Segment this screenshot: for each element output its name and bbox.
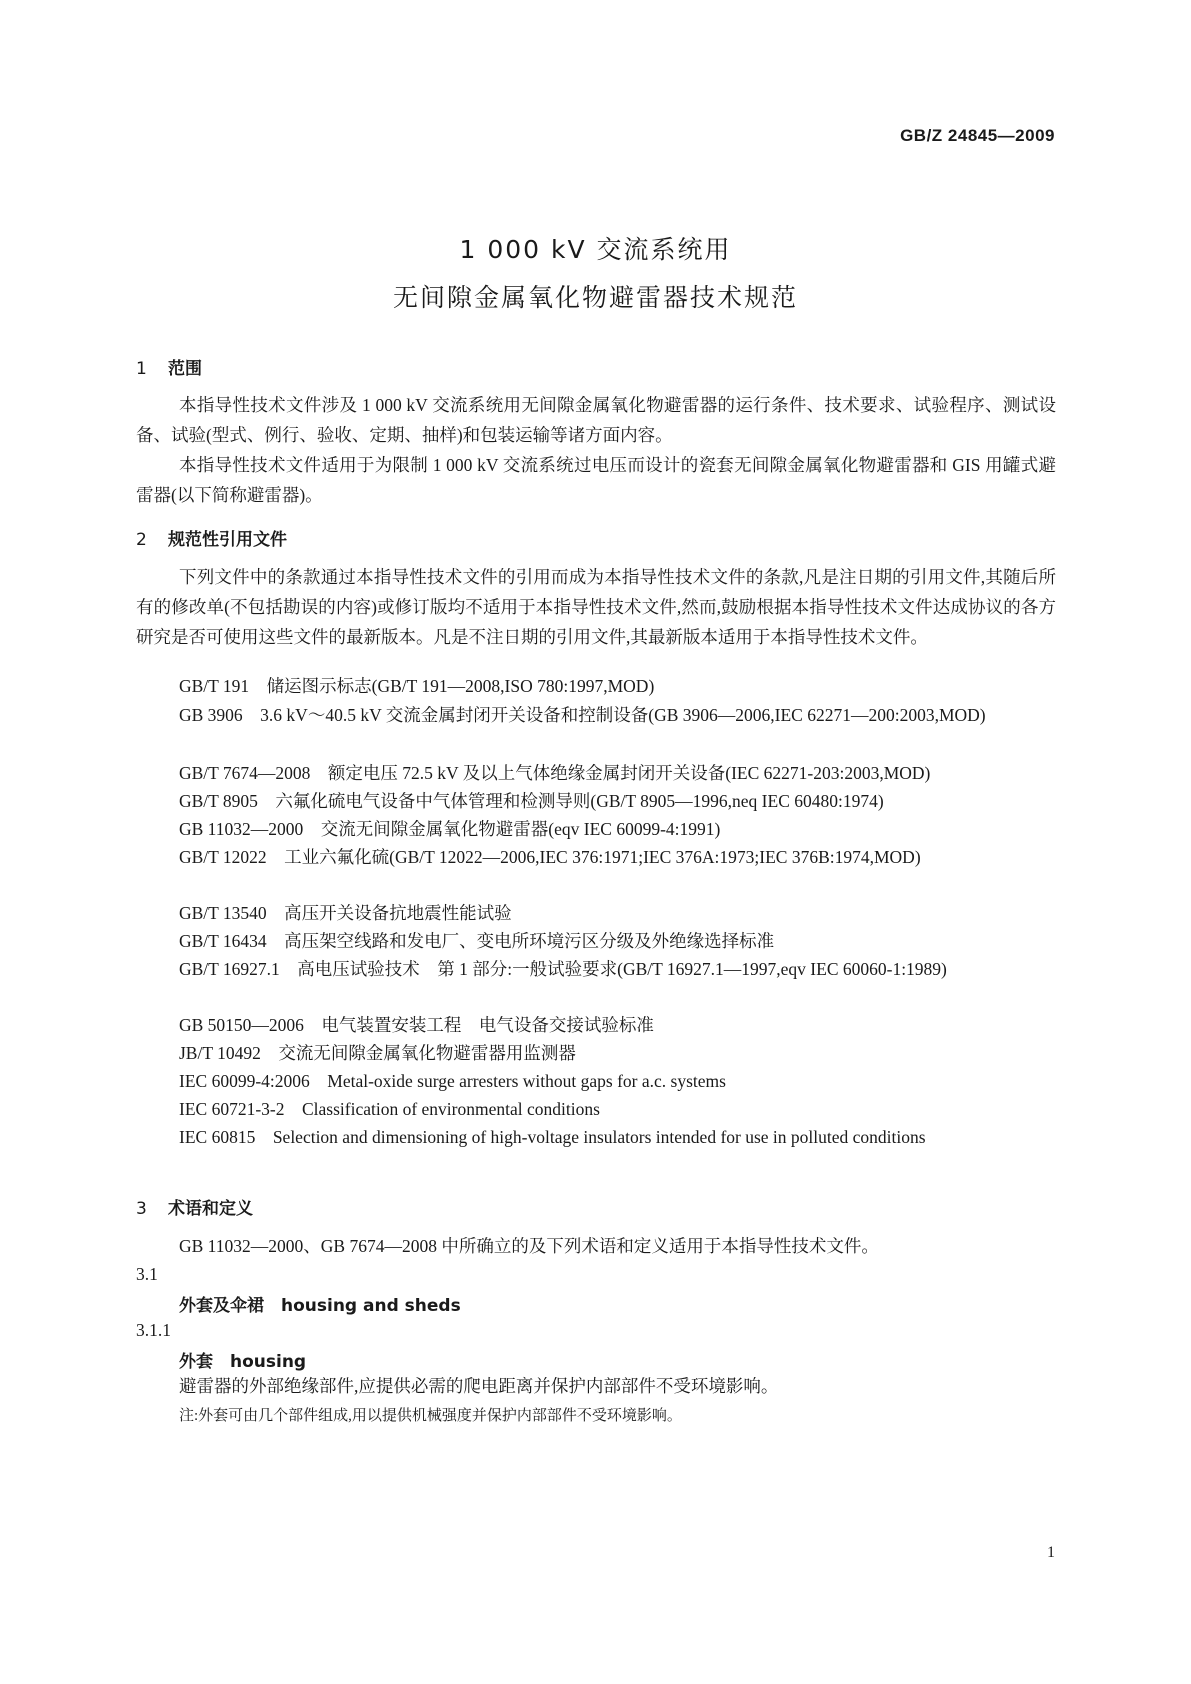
reference-item: IEC 60815 Selection and dimensioning of high-voltage insulators intended for use in polluted conditions [179, 1127, 926, 1147]
section-title: 规范性引用文件 [168, 530, 287, 550]
section-1-paragraph-1: 本指导性技术文件涉及 1 000 kV 交流系统用无间隙金属氧化物避雷器的运行条件、技术要求、试验程序、测试设备、试验(型式、例行、验收、定期、抽样)和包装运输等诸方面内容。 [136, 395, 1056, 445]
section-1-heading [136, 354, 202, 379]
term-3-1-1-definition: 避雷器的外部绝缘部件,应提供必需的爬电距离并保护内部部件不受环境影响。 [179, 1376, 779, 1396]
section-1-paragraph-2: 本指导性技术文件适用于为限制 1 000 kV 交流系统过电压而设计的瓷套无间隙金属氧化物避雷器和 GIS 用罐式避雷器(以下简称避雷器)。 [136, 455, 1056, 505]
section-2-heading [136, 525, 287, 550]
term-3-1-1-note: 注:外套可由几个部件组成,用以提供机械强度并保护内部部件不受环境影响。 [179, 1408, 682, 1424]
term-number-3-1: 3.1 [136, 1264, 158, 1284]
section-title: 范围 [168, 359, 202, 379]
term-3-1: 外套及伞裙 housing and sheds [179, 1296, 461, 1316]
reference-item: GB 11032—2000 交流无间隙金属氧化物避雷器(eqv IEC 60099-4:1991) [179, 819, 721, 839]
doc-title-line2: 无间隙金属氧化物避雷器技术规范 [392, 283, 798, 312]
term-3-1-1: 外套 housing [179, 1352, 307, 1372]
section-number: 2 [136, 530, 147, 550]
reference-item: GB/T 191 储运图示标志(GB/T 191—2008,ISO 780:1997,MOD) [179, 676, 655, 696]
section-title: 术语和定义 [168, 1199, 253, 1219]
term-number-3-1-1: 3.1.1 [136, 1320, 171, 1340]
section-2-intro: 下列文件中的条款通过本指导性技术文件的引用而成为本指导性技术文件的条款,凡是注日期的引用文件,其随后所有的修改单(不包括勘误的内容)或修订版均不适用于本指导性技术文件,然而,鼓励根据本指导性技术文件达成协议的各方研究是否可使用这些文件的最新版本。凡是不注日期的引用文件,其最新版本适用于本指导性技术文件。 [136, 567, 1056, 647]
reference-item: GB/T 7674—2008 额定电压 72.5 kV 及以上气体绝缘金属封闭开关设备(IEC 62271-203:2003,MOD) [179, 763, 931, 783]
page-number: 1 [1047, 1544, 1055, 1561]
reference-item: GB/T 13540 高压开关设备抗地震性能试验 [179, 903, 512, 923]
section-3-intro: GB 11032—2000、GB 7674—2008 中所确立的及下列术语和定义适用于本指导性技术文件。 [179, 1236, 879, 1256]
reference-item: GB/T 16434 高压架空线路和发电厂、变电所环境污区分级及外绝缘选择标准 [179, 931, 775, 951]
section-number: 3 [136, 1199, 147, 1219]
section-number: 1 [136, 359, 147, 379]
reference-item: IEC 60099-4:2006 Metal-oxide surge arresters without gaps for a.c. systems [179, 1071, 726, 1091]
standard-id: GB/Z 24845—2009 [900, 126, 1055, 145]
reference-item: GB/T 16927.1 高电压试验技术 第 1 部分:一般试验要求(GB/T 16927.1—1997,eqv IEC 60060-1:1989) [179, 959, 947, 979]
section-3-heading [136, 1194, 253, 1219]
reference-item: GB 3906 3.6 kV～40.5 kV 交流金属封闭开关设备和控制设备(GB 3906—2006,IEC 62271—200:2003,MOD) [179, 705, 986, 725]
doc-title-line1: 1 000 kV 交流系统用 [459, 235, 732, 264]
reference-item: GB 50150—2006 电气装置安装工程 电气设备交接试验标准 [179, 1015, 654, 1035]
reference-item: GB/T 12022 工业六氟化硫(GB/T 12022—2006,IEC 376:1971;IEC 376A:1973;IEC 376B:1974,MOD) [179, 847, 921, 867]
reference-item: JB/T 10492 交流无间隙金属氧化物避雷器用监测器 [179, 1043, 576, 1063]
reference-item: GB/T 8905 六氟化硫电气设备中气体管理和检测导则(GB/T 8905—1996,neq IEC 60480:1974) [179, 791, 884, 811]
reference-item: IEC 60721-3-2 Classification of environmental conditions [179, 1099, 600, 1119]
